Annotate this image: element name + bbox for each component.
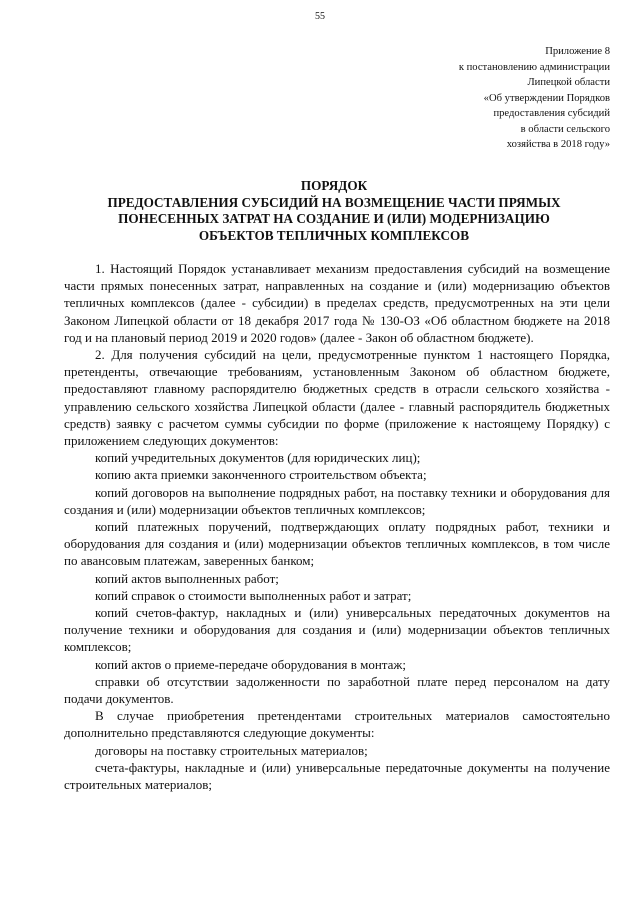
paragraph: копий актов выполненных работ; [95, 570, 279, 586]
appendix-line: Липецкой области [527, 77, 610, 88]
paragraph: копий платежных поручений, подтверждающих оплату подрядных работ, техники и оборудования для создания и (или) модернизации объектов тепличных комплексов, в том числе по авансовым платежам, заверенных банком; [64, 519, 610, 569]
paragraph: 1. Настоящий Порядок устанавливает механизм предоставления субсидий на возмещение части прямых понесенных затрат, направленных на создание и (или) модернизацию объектов тепличных комплексов (далее - субсидии) в пределах средств, предусмотренных на эти цели Законом Липецкой области от 18 декабря 2017 года № 130-ОЗ «Об областном бюджете на 2018 год и на плановый период 2019 и 2020 годов» (далее - Закон об областном бюджете). [64, 261, 610, 345]
paragraph: справки об отсутствии задолженности по заработной плате перед персоналом на дату подачи документов. [64, 673, 610, 707]
document-title [60, 178, 608, 244]
paragraph: 2. Для получения субсидий на цели, предусмотренные пунктом 1 настоящего Порядка, претенденты, отвечающие требованиям, установленным Законом об областном бюджете, предоставляют главному распорядителю бюджетных средств в отрасли сельского хозяйства - управлению сельского хозяйства Липецкой области (далее - главный распорядитель бюджетных средств) заявку с расчетом суммы субсидии по форме (приложение к настоящему Порядку) с приложением следующих документов: [64, 347, 610, 449]
paragraph: копию акта приемки законченного строительством объекта; [95, 467, 427, 483]
appendix-line: Приложение 8 [545, 46, 610, 57]
document-body [64, 260, 610, 793]
title-line: ПРЕДОСТАВЛЕНИЯ СУБСИДИЙ НА ВОЗМЕЩЕНИЕ ЧАСТИ ПРЯМЫХ [107, 194, 561, 210]
paragraph: копий договоров на выполнение подрядных работ, на поставку техники и оборудования для создания и (или) модернизации объектов тепличных комплексов; [64, 484, 610, 517]
appendix-line: хозяйства в 2018 году» [506, 139, 610, 150]
paragraph: копий справок о стоимости выполненных работ и затрат; [95, 587, 412, 603]
paragraph: копий счетов-фактур, накладных и (или) универсальных передаточных документов на получение техники и оборудования для создания и (или) модернизации объектов тепличных комплексов; [64, 605, 610, 655]
title-line: ПОРЯДОК [300, 178, 368, 193]
paragraph: счета-фактуры, накладные и (или) универсальные передаточные документы на получение строительных материалов; [64, 759, 610, 793]
paragraph: копий учредительных документов (для юридических лиц); [95, 450, 421, 466]
paragraph: В случае приобретения претендентами строительных материалов самостоятельно дополнительно представляются следующие документы: [64, 708, 610, 741]
paragraph: копий актов о приеме-передаче оборудования в монтаж; [95, 656, 406, 672]
title-line: ОБЪЕКТОВ ТЕПЛИЧНЫХ КОМПЛЕКСОВ [198, 227, 470, 243]
appendix-line: в области сельского [520, 123, 610, 135]
appendix-line: к постановлению администрации [458, 61, 610, 73]
title-line: ПОНЕСЕННЫХ ЗАТРАТ НА СОЗДАНИЕ И (ИЛИ) МОДЕРНИЗАЦИЮ [118, 211, 550, 226]
appendix-line: «Об утверждении Порядков [483, 92, 610, 104]
appendix-line: предоставления субсидий [493, 108, 610, 119]
paragraph: договоры на поставку строительных материалов; [95, 742, 368, 758]
page-number: 55 [315, 11, 325, 22]
appendix-header [370, 44, 610, 153]
